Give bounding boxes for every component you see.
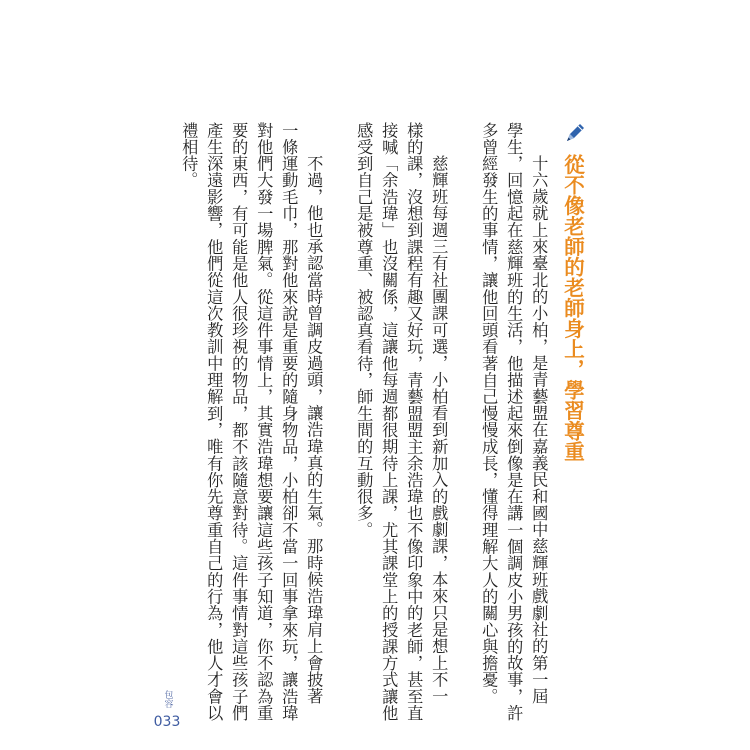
page-number: 033 <box>153 714 181 730</box>
body-column-9: 一條運動毛巾，那對他來說是重要的隨身物品，小柏卻不當一回事拿來玩，讓浩瑋 <box>279 122 299 722</box>
pencil-icon <box>564 122 586 144</box>
folio <box>150 690 184 730</box>
body-column-11: 要的東西，有可能是他人很珍視的物品，都不該隨意對待。這件事情對這些孩子們 <box>229 122 249 722</box>
section-title: 從不像老師的老師身上，學習尊重 <box>560 154 585 462</box>
body-column-6: 接喊「余浩瑋」也沒關係，這讓他每週都很期待上課，尤其課堂上的授課方式讓他 <box>379 122 399 722</box>
body-column-7: 感受到自己是被尊重、被認真看待，師生間的互動很多。 <box>354 122 374 539</box>
body-column-13: 禮相待。 <box>179 122 199 189</box>
body-column-12: 產生深遠影響，他們從這次教訓中理解到，唯有你先尊重自己的行為，他人才會以 <box>204 122 224 722</box>
body-column-5: 樣的課，沒想到課程有趣又好玩，青藝盟盟主余浩瑋也不像印象中的老師，甚至直 <box>404 122 424 722</box>
body-column-8: 不過，他也承認當時曾調皮過頭，讓浩瑋真的生氣。那時候浩瑋肩上會披著 <box>304 155 324 705</box>
section-heading <box>560 122 590 462</box>
body-column-4: 慈輝班每週三有社團課可選，小柏看到新加入的戲劇課，本來只是想上不一 <box>429 155 449 705</box>
body-column-1: 十六歲就上來臺北的小柏，是青藝盟在嘉義民和國中慈輝班戲劇社的第一屆 <box>529 155 549 705</box>
body-column-3: 多曾經發生的事情，讓他回頭看著自己慢慢成長，懂得理解大人的關心與擔憂。 <box>479 122 499 705</box>
body-column-2: 學生，回憶起在慈輝班的生活，他描述起來倒像是在講一個調皮小男孩的故事，許 <box>504 122 524 722</box>
folio-label: 包容 <box>162 690 173 708</box>
body-column-10: 對他們大發一場脾氣。從這件事情上，其實浩瑋想要讓這些孩子知道，你不認為重 <box>254 122 274 722</box>
